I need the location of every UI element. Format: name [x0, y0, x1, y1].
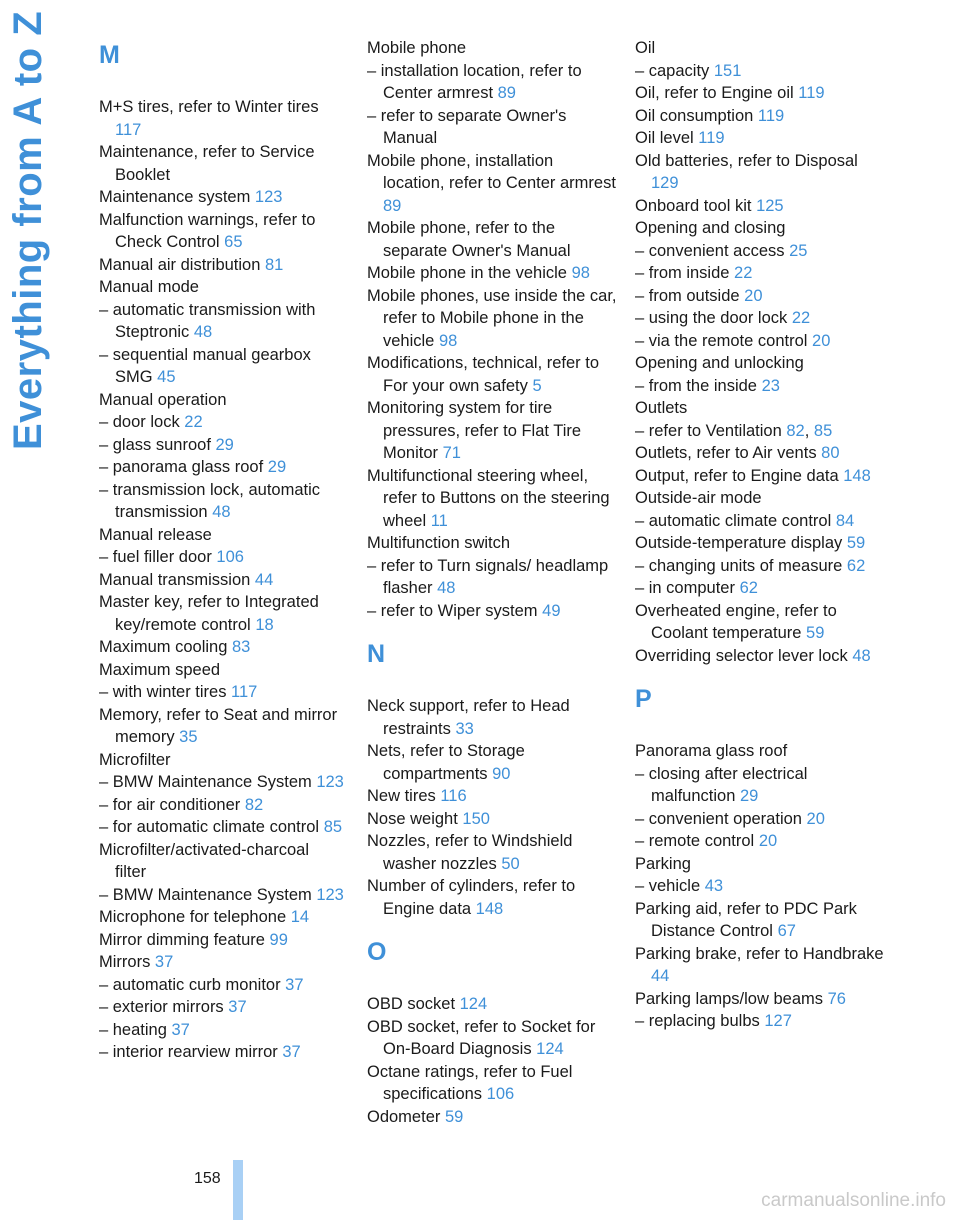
index-entry — [367, 397, 617, 465]
index-entry — [635, 898, 885, 943]
index-entry-text: Oil — [635, 39, 656, 57]
page-reference-link[interactable]: 150 — [462, 809, 490, 828]
index-entry-text: – BMW Maintenance System — [99, 885, 317, 904]
index-entry — [635, 307, 885, 330]
index-entry-text: Mobile phone in the vehicle — [367, 264, 572, 282]
index-entry-text: – refer to Turn signals/ headlamp flasher — [367, 556, 609, 597]
index-entry — [367, 993, 617, 1016]
index-entry — [99, 434, 344, 457]
index-entry-text: – automatic climate control — [635, 511, 836, 530]
index-entry — [635, 105, 885, 128]
index-entry — [635, 532, 885, 555]
page-reference-link[interactable]: 71 — [442, 444, 461, 462]
page-reference-link[interactable]: 49 — [542, 601, 561, 620]
index-entry — [99, 299, 344, 344]
page-reference-link[interactable]: 82 — [244, 795, 264, 814]
index-entry — [635, 645, 885, 668]
index-entry — [99, 186, 344, 209]
index-entry-text: Oil level — [635, 129, 699, 147]
index-entry — [635, 60, 885, 83]
page-reference-link[interactable]: 43 — [704, 877, 724, 895]
index-entry — [635, 1010, 885, 1033]
page-reference-link[interactable]: 59 — [444, 1107, 464, 1126]
page-reference-link[interactable]: 18 — [255, 615, 274, 634]
page-reference-link[interactable]: 59 — [846, 534, 866, 552]
index-entry-text: M+S tires, refer to Winter tires — [99, 98, 319, 116]
index-entry — [367, 600, 617, 623]
index-entry — [99, 276, 344, 299]
page-reference-link[interactable]: 22 — [734, 264, 753, 282]
index-entry-text: Parking aid, refer to PDC Park Distance Control — [635, 899, 857, 940]
index-column-3 — [635, 37, 885, 1033]
index-entry-text: – panorama glass roof — [99, 458, 268, 476]
index-entry — [99, 254, 344, 277]
page-reference-link[interactable]: 124 — [536, 1040, 564, 1058]
index-entry — [635, 555, 885, 578]
index-entry-text: Onboard tool kit — [635, 196, 757, 215]
index-entry-text: Number of cylinders, refer to Engine data — [367, 877, 576, 918]
page-reference-link[interactable]: 83 — [231, 638, 251, 656]
index-entry-text: Maintenance, refer to Service Booklet — [99, 143, 315, 184]
index-entry — [635, 740, 885, 763]
index-entry-text: – for air conditioner — [99, 795, 245, 814]
index-entry — [99, 771, 344, 794]
index-entry — [635, 352, 885, 375]
page-reference-link[interactable]: 76 — [827, 989, 846, 1008]
page-marker-bar — [233, 1160, 243, 1220]
index-entry-text: – using the door lock — [635, 309, 792, 327]
index-entry-text: – refer to separate Owner's Manual — [367, 106, 567, 147]
index-letter-heading: P — [635, 685, 652, 713]
index-entry — [367, 830, 617, 875]
index-entry-text: – replacing bulbs — [635, 1012, 765, 1030]
page-reference-link[interactable]: 98 — [438, 331, 458, 350]
index-entry — [367, 785, 617, 808]
page-number: 158 — [194, 1170, 221, 1187]
index-entry — [635, 330, 885, 353]
index-entry-text: – transmission lock, automatic transmission — [99, 480, 321, 521]
index-entry — [635, 262, 885, 285]
index-entry — [635, 82, 885, 105]
page-reference-link[interactable]: 123 — [254, 188, 283, 206]
page-reference-link[interactable]: 29 — [739, 787, 759, 805]
index-entry — [635, 195, 885, 218]
page-reference-link[interactable]: 84 — [835, 511, 855, 530]
index-entry-text: – capacity — [635, 61, 714, 80]
index-entry — [367, 150, 617, 218]
page-reference-link[interactable]: 98 — [571, 264, 590, 282]
page-reference-link[interactable]: 117 — [231, 683, 258, 701]
page-reference-link[interactable]: 67 — [777, 922, 796, 940]
page-reference-link[interactable]: 20 — [758, 832, 778, 850]
page-reference-link[interactable]: 89 — [383, 196, 402, 215]
index-entry — [367, 1016, 617, 1061]
index-entry — [99, 1041, 344, 1064]
side-tab — [0, 0, 60, 1220]
index-entry-text: – BMW Maintenance System — [99, 773, 317, 791]
index-entry-text: Parking brake, refer to Handbrake — [635, 944, 884, 963]
index-entry-text: Nozzles, refer to Windshield washer nozzles — [367, 832, 573, 873]
index-entry-text: Opening and unlocking — [635, 354, 804, 372]
index-entry-text: Nets, refer to Storage compartments — [367, 742, 525, 783]
index-letter-heading: N — [367, 640, 386, 668]
index-letter-heading: O — [367, 938, 387, 966]
page-reference-link[interactable]: 125 — [756, 196, 784, 215]
index-entry — [99, 1019, 344, 1042]
index-entry — [635, 127, 885, 150]
page-reference-link[interactable]: 37 — [282, 1043, 301, 1061]
index-entry — [99, 929, 344, 952]
index-entry — [99, 524, 344, 547]
index-entry — [99, 479, 344, 524]
index-entry-text: Memory, refer to Seat and mirror memory — [99, 705, 338, 746]
page-reference-link[interactable]: 106 — [216, 548, 244, 566]
index-entry-text: OBD socket — [367, 995, 460, 1013]
index-entry — [99, 749, 344, 772]
index-entry — [367, 740, 617, 785]
page-reference-link[interactable]: 44 — [651, 967, 670, 985]
index-entry-text: Microfilter — [99, 750, 171, 769]
page-reference-link[interactable]: 116 — [440, 787, 467, 805]
page-reference-link[interactable]: 48 — [212, 503, 231, 521]
index-entry — [367, 532, 617, 555]
index-entry — [367, 1106, 617, 1129]
index-entry — [635, 465, 885, 488]
page-reference-link[interactable]: 119 — [798, 84, 825, 102]
page-reference-link[interactable]: 127 — [764, 1012, 792, 1030]
index-entry-text: Maintenance system — [99, 188, 255, 206]
index-entry — [367, 555, 617, 600]
index-entry-text: – refer to Ventilation — [635, 421, 787, 440]
index-entry — [99, 411, 344, 434]
page-reference-link[interactable]: 62 — [846, 556, 866, 575]
index-entry-text: – in computer — [635, 579, 740, 597]
page-reference-link[interactable]: 25 — [789, 241, 808, 260]
index-entry — [99, 974, 344, 997]
index-entry — [635, 763, 885, 808]
index-entry-text: Parking — [635, 854, 691, 873]
page-reference-link[interactable]: 22 — [791, 309, 811, 327]
index-entry — [635, 988, 885, 1011]
page-reference-link[interactable]: 148 — [843, 466, 871, 485]
index-entry — [367, 808, 617, 831]
page-reference-link[interactable]: 123 — [316, 885, 344, 904]
index-entry-text: Outlets, refer to Air vents — [635, 444, 822, 462]
index-entry-text: – automatic curb monitor — [99, 975, 286, 994]
index-entry-text: Manual release — [99, 525, 212, 544]
page-reference-link[interactable]: 85 — [813, 421, 833, 440]
index-entry-text: Manual operation — [99, 390, 227, 409]
index-entry — [99, 209, 344, 254]
index-entry — [635, 420, 885, 443]
page-reference-link[interactable]: 119 — [698, 129, 725, 147]
page-reference-link[interactable]: 23 — [761, 376, 780, 395]
index-entry-text: Mobile phones, use inside the car, refer to Mobile phone in the vehicle — [367, 286, 617, 350]
index-entry-text: Opening and closing — [635, 219, 786, 237]
index-entry — [99, 141, 344, 186]
index-entry-text: Mirrors — [99, 953, 155, 971]
index-letter-heading: M — [99, 41, 120, 69]
index-entry — [367, 695, 617, 740]
index-entry-text: – remote control — [635, 832, 759, 850]
index-entry — [635, 285, 885, 308]
index-entry-text: Malfunction warnings, refer to Check Control — [99, 210, 316, 251]
index-entry — [367, 105, 617, 150]
index-entry-text: Parking lamps/low beams — [635, 989, 828, 1008]
index-entry-text: – from the inside — [635, 376, 762, 395]
index-entry-text: – refer to Wiper system — [367, 601, 543, 620]
index-entry-text: Manual transmission — [99, 570, 255, 589]
index-entry-text: – glass sunroof — [99, 435, 216, 454]
index-entry-text: – from inside — [635, 264, 735, 282]
index-entry-text: – for automatic climate control — [99, 818, 324, 836]
page-reference-link[interactable]: 35 — [179, 728, 198, 746]
index-entry — [99, 344, 344, 389]
index-entry-text: – from outside — [635, 286, 745, 305]
index-entry — [635, 217, 885, 240]
index-entry — [99, 816, 344, 839]
index-entry-text: Octane ratings, refer to Fuel specifications — [367, 1062, 573, 1103]
index-column-1 — [99, 37, 344, 1064]
page-reference-link[interactable]: 151 — [713, 61, 742, 80]
index-entry — [367, 37, 617, 60]
index-entry — [635, 240, 885, 263]
index-entry — [99, 681, 344, 704]
index-entry — [99, 659, 344, 682]
index-entry-text: – installation location, refer to Center armrest — [367, 61, 582, 102]
index-entry — [367, 352, 617, 397]
page-reference-link[interactable]: 106 — [486, 1085, 515, 1103]
index-entry-text: Maximum speed — [99, 660, 221, 679]
index-entry-text: – heating — [99, 1020, 172, 1039]
index-entry-text: Multifunction switch — [367, 534, 511, 552]
page-reference-link[interactable]: 117 — [115, 120, 142, 139]
page-reference-link[interactable]: 99 — [269, 930, 288, 949]
page-reference-link[interactable]: 33 — [455, 719, 474, 738]
index-entry — [99, 456, 344, 479]
index-entry-text: Microphone for telephone — [99, 908, 291, 926]
index-column-2 — [367, 37, 617, 1128]
index-entry-text: – changing units of measure — [635, 556, 847, 575]
index-entry-text: – closing after electrical malfunction — [635, 764, 808, 805]
index-entry-text: Overriding selector lever lock — [635, 646, 853, 665]
page-reference-link[interactable]: 14 — [290, 908, 310, 926]
page-reference-link[interactable]: 50 — [501, 854, 520, 873]
index-entry — [99, 794, 344, 817]
index-entry-text: – with winter tires — [99, 683, 232, 701]
index-entry-text: Manual mode — [99, 278, 199, 296]
index-entry-text: Output, refer to Engine data — [635, 466, 844, 485]
page-reference-link[interactable]: 29 — [215, 435, 234, 454]
index-entry-text: Outside-temperature display — [635, 534, 847, 552]
page-reference-link[interactable]: 20 — [744, 286, 763, 305]
index-entry — [635, 510, 885, 533]
page-reference-link[interactable]: 59 — [806, 624, 825, 642]
page-reference-link[interactable]: 48 — [193, 323, 213, 341]
page-reference-link[interactable]: 5 — [532, 376, 542, 395]
index-entry — [99, 546, 344, 569]
index-entry — [99, 884, 344, 907]
page-reference-link[interactable]: 29 — [267, 458, 287, 476]
index-entry — [635, 442, 885, 465]
index-entry — [99, 569, 344, 592]
index-entry — [635, 37, 885, 60]
page-reference-link[interactable]: 129 — [651, 174, 679, 192]
index-entry-text: – vehicle — [635, 877, 705, 895]
index-entry-text: Mobile phone, installation location, refer to Center armrest — [367, 151, 616, 192]
index-entry-text: Neck support, refer to Head restraints — [367, 697, 570, 738]
index-entry-text: Overheated engine, refer to Coolant temperature — [635, 601, 837, 642]
page-reference-link[interactable]: 65 — [224, 233, 243, 251]
index-entry — [635, 853, 885, 876]
index-entry-text: Panorama glass roof — [635, 742, 788, 760]
index-entry — [367, 875, 617, 920]
index-entry-text: Oil consumption — [635, 106, 758, 125]
page-reference-link[interactable]: 148 — [475, 899, 504, 918]
page-reference-link[interactable]: 82 — [786, 421, 805, 440]
index-entry — [99, 96, 344, 141]
page-reference-link[interactable]: 37 — [228, 998, 247, 1016]
index-entry-text: Oil, refer to Engine oil — [635, 84, 799, 102]
index-entry — [635, 943, 885, 988]
page-reference-link[interactable]: 90 — [492, 764, 511, 783]
index-entry-text: Mirror dimming feature — [99, 930, 270, 949]
index-entry-text: Modifications, technical, refer to For your own safety — [367, 354, 600, 395]
page-reference-link[interactable]: 37 — [154, 953, 174, 971]
page-reference-separator: , — [804, 421, 814, 440]
index-entry-text: Multifunctional steering wheel, refer to Buttons on the steering wheel — [367, 466, 610, 530]
page-reference-link[interactable]: 37 — [171, 1020, 190, 1039]
index-entry — [99, 389, 344, 412]
index-entry-text: Odometer — [367, 1107, 445, 1126]
page-reference-link[interactable]: 48 — [437, 579, 456, 597]
index-entry — [367, 1061, 617, 1106]
page-reference-link[interactable]: 44 — [254, 570, 274, 589]
page-reference-link[interactable]: 119 — [757, 106, 785, 125]
page-reference-link[interactable]: 11 — [430, 511, 448, 530]
index-entry — [99, 951, 344, 974]
index-entry — [635, 808, 885, 831]
page-reference-link[interactable]: 62 — [739, 579, 758, 597]
index-entry-text: OBD socket, refer to Socket for On-Board Diagnosis — [367, 1017, 596, 1058]
page-reference-link[interactable]: 85 — [323, 818, 343, 836]
index-entry — [99, 636, 344, 659]
index-entry — [367, 465, 617, 533]
index-entry-text: Monitoring system for tire pressures, refer to Flat Tire Monitor — [367, 399, 582, 462]
index-entry-text: New tires — [367, 787, 441, 805]
index-entry-text: – fuel filler door — [99, 548, 217, 566]
page-reference-link[interactable]: 124 — [459, 995, 488, 1013]
index-entry-text: Mobile phone — [367, 39, 467, 57]
index-entry-text: – door lock — [99, 413, 185, 431]
index-entry-text: – automatic transmission with Steptronic — [99, 300, 316, 341]
index-entry-text: Microfilter/activated-charcoal filter — [99, 840, 309, 881]
index-entry — [635, 577, 885, 600]
index-entry-text: Mobile phone, refer to the separate Owner's Manual — [367, 219, 571, 260]
index-entry — [367, 217, 617, 262]
watermark: carmanualsonline.info — [761, 1190, 946, 1211]
index-entry-text: – exterior mirrors — [99, 998, 229, 1016]
index-entry-text: Master key, refer to Integrated key/remote control — [99, 593, 319, 634]
index-entry — [367, 285, 617, 353]
page-reference-link[interactable]: 20 — [806, 809, 825, 828]
index-entry — [635, 397, 885, 420]
index-entry — [99, 906, 344, 929]
index-entry-text: – via the remote control — [635, 331, 813, 350]
index-entry — [635, 150, 885, 195]
page-reference-link[interactable]: 81 — [265, 255, 284, 274]
page-reference-link[interactable]: 123 — [316, 773, 344, 791]
page-reference-link[interactable]: 45 — [157, 368, 176, 386]
page-reference-link[interactable]: 48 — [852, 646, 871, 665]
index-entry-text: – convenient operation — [635, 809, 807, 828]
index-entry-text: – interior rearview mirror — [99, 1043, 283, 1061]
index-entry — [635, 487, 885, 510]
index-entry-text: Manual air distribution — [99, 255, 265, 274]
index-entry — [367, 60, 617, 105]
index-entry — [635, 875, 885, 898]
index-entry-text: Outside-air mode — [635, 489, 762, 507]
index-entry — [99, 839, 344, 884]
index-entry — [99, 591, 344, 636]
index-entry-text: Nose weight — [367, 809, 463, 828]
index-entry-text: Maximum cooling — [99, 638, 232, 656]
page-reference-link[interactable]: 37 — [285, 975, 304, 994]
page-reference-link[interactable]: 20 — [812, 331, 831, 350]
index-entry-text: – sequential manual gearbox SMG — [99, 345, 311, 386]
index-entry-text: Outlets — [635, 399, 688, 417]
page-reference-link[interactable]: 80 — [821, 444, 840, 462]
index-entry-text: Old batteries, refer to Disposal — [635, 151, 858, 170]
page-reference-link[interactable]: 89 — [497, 84, 516, 102]
index-entry — [99, 996, 344, 1019]
index-entry — [635, 830, 885, 853]
page-reference-link[interactable]: 22 — [184, 413, 203, 431]
index-entry — [99, 704, 344, 749]
section-title: Everything from A to Z — [6, 10, 50, 450]
index-entry-text: – convenient access — [635, 241, 790, 260]
index-entry — [367, 262, 617, 285]
index-entry — [635, 375, 885, 398]
index-entry — [635, 600, 885, 645]
